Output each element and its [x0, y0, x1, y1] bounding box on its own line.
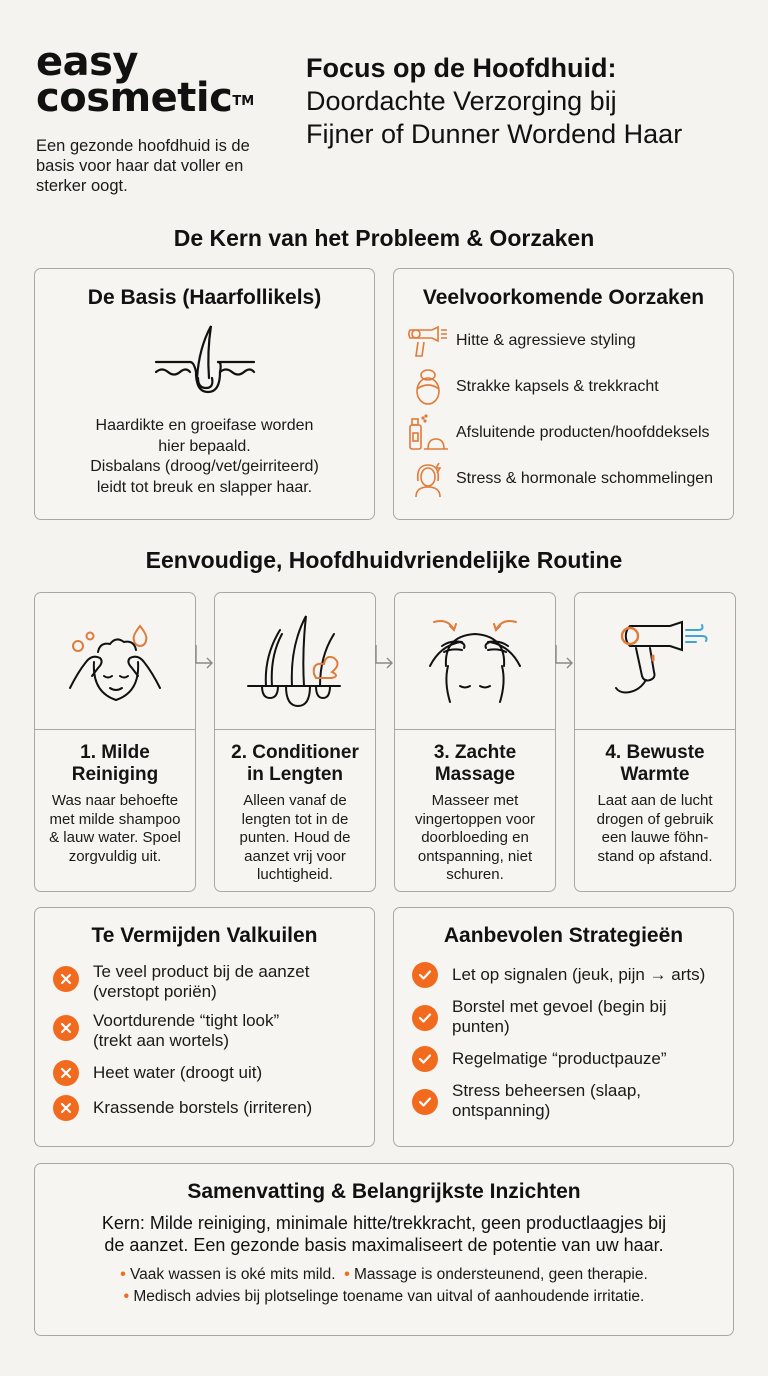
- step-description: [35, 792, 195, 866]
- desc-line: een lauwe föhn-: [601, 829, 709, 846]
- recommend-text: [452, 1081, 641, 1121]
- recommend-text: Regelmatige “productpauze”: [452, 1049, 667, 1068]
- routine-step-4: [574, 592, 736, 892]
- recommend-text: Let op signalen (jeuk, pijn → arts): [452, 965, 706, 984]
- tagline: Een gezonde hoofdhuid is de basis voor haar dat voller en sterker oogt.: [36, 137, 250, 195]
- bullet-dot-icon: •: [344, 1266, 350, 1283]
- step-title-line: 4. Bewuste: [605, 742, 705, 763]
- check-circle-icon: [412, 1046, 438, 1072]
- routine-step-3: [394, 592, 556, 892]
- bullet-dot-icon: •: [120, 1266, 126, 1283]
- summary-core: [35, 1212, 733, 1256]
- basis-card: [34, 268, 375, 520]
- desc-line: & lauw water. Spoel: [49, 829, 181, 846]
- x-circle-icon: [53, 1015, 79, 1041]
- basis-line: leidt tot breuk en slapper haar.: [96, 478, 313, 496]
- desc-line: aanzet vrij voor: [244, 847, 346, 865]
- cause-item: [406, 364, 733, 410]
- recommend-item: [412, 997, 733, 1037]
- spray-and-hat-icon: [406, 413, 450, 453]
- avoid-item: [53, 1011, 374, 1051]
- avoid-item: [53, 962, 374, 1002]
- title-line3: Fijner of Dunner Wordend Haar: [306, 119, 683, 149]
- avoid-text-l1: Te veel product bij de aanzet: [93, 962, 310, 981]
- recommend-text-l2: punten): [452, 1017, 510, 1036]
- check-circle-icon: [412, 962, 438, 988]
- section-heading-problem: De Kern van het Probleem & Oorzaken: [173, 225, 595, 251]
- recommend-title: Aanbevolen Strategieën: [443, 924, 684, 947]
- step-title: [395, 742, 555, 786]
- desc-line: punten. Houd de: [239, 829, 351, 846]
- desc-line: drogen of gebruik: [596, 810, 714, 828]
- step-title-line: 1. Milde: [80, 742, 150, 763]
- check-circle-icon: [412, 1005, 438, 1031]
- summary-core-line: de aanzet. Een gezonde basis maximaliseert de potentie van uw haar.: [104, 1235, 664, 1255]
- brand-logo: [36, 39, 255, 121]
- summary-core-line: Kern: Milde reiniging, minimale hitte/trekkracht, geen productlaagjes bij: [101, 1213, 667, 1233]
- summary-card: [34, 1163, 734, 1336]
- avoid-text: Krassende borstels (irriteren): [93, 1098, 313, 1117]
- title-line2: Doordachte Verzorging bij: [306, 86, 617, 116]
- summary-title: Samenvatting & Belangrijkste Inzichten: [187, 1180, 581, 1203]
- hair-follicle-icon: [35, 316, 374, 406]
- stressed-person-icon: [406, 459, 450, 499]
- cause-label: Afsluitende producten/hoofddeksels: [456, 424, 710, 441]
- causes-card: [393, 268, 734, 520]
- arrow-connector-icon: [554, 645, 576, 685]
- step-title-line: Warmte: [620, 764, 690, 785]
- avoid-text-l2: (trekt aan wortels): [93, 1031, 230, 1050]
- recommend-text-l2: ontspanning): [452, 1101, 551, 1120]
- recommend-card: [393, 907, 734, 1147]
- summary-bullets: [35, 1264, 733, 1308]
- avoid-text-l1: Voortdurende “tight look”: [93, 1011, 280, 1030]
- recommend-text-l1: Stress beheersen (slaap,: [452, 1081, 641, 1100]
- step-title-line: 3. Zachte: [433, 742, 517, 763]
- desc-line: Was naar behoefte: [51, 792, 179, 809]
- conditioner-hair-icon: [215, 593, 375, 730]
- step-title: [575, 742, 735, 786]
- recommend-item: [412, 1081, 733, 1121]
- step-title-line: in Lengten: [246, 764, 344, 785]
- tight-bun-head-icon: [406, 367, 450, 407]
- hair-dryer-icon: [575, 593, 735, 730]
- recommend-item: [412, 1046, 733, 1072]
- cause-item: [406, 456, 733, 502]
- bullet-dot-icon: •: [123, 1288, 130, 1305]
- x-circle-icon: [53, 966, 79, 992]
- title-bold: Focus op de Hoofdhuid:: [306, 53, 617, 83]
- arrow-connector-icon: [374, 645, 396, 685]
- section-heading-routine: Eenvoudige, Hoofdhuidvriendelijke Routine: [145, 547, 623, 573]
- desc-line: Masseer met: [431, 792, 519, 809]
- desc-line: ontspanning, niet: [417, 847, 533, 865]
- avoid-text: [93, 1011, 279, 1051]
- step-title-line: 2. Conditioner: [231, 742, 359, 763]
- avoid-item: [53, 1095, 374, 1121]
- desc-line: zorgvuldig uit.: [68, 847, 162, 865]
- brand-line2: cosmetic: [36, 75, 233, 121]
- arrow-connector-icon: [194, 645, 216, 685]
- cause-label: Strakke kapsels & trekkracht: [456, 378, 659, 395]
- desc-line: lengten tot in de: [241, 810, 349, 828]
- basis-description: [35, 416, 374, 498]
- recommend-item: [412, 962, 733, 988]
- desc-line: doorbloeding en: [421, 829, 529, 846]
- x-circle-icon: [53, 1095, 79, 1121]
- routine-step-1: [34, 592, 196, 892]
- basis-line: Disbalans (droog/vet/geirriteerd): [90, 458, 319, 475]
- recommend-text: [452, 997, 667, 1037]
- step-description: [575, 792, 735, 866]
- summary-bullet: Medisch advies bij plotselinge toename van uitval of aanhoudende irritatie.: [133, 1288, 645, 1305]
- desc-line: met milde shampoo: [49, 810, 181, 828]
- step-description: [395, 792, 555, 885]
- basis-line: Haardikte en groeifase worden: [95, 417, 314, 434]
- recommend-text-l1: Borstel met gevoel (begin bij: [452, 997, 667, 1016]
- step-title: [35, 742, 195, 786]
- hair-dryer-icon: [406, 321, 450, 361]
- avoid-text-l2: (verstopt poriën): [93, 982, 217, 1001]
- trademark-symbol: TM: [232, 94, 255, 109]
- scalp-massage-icon: [395, 593, 555, 730]
- cause-label: Stress & hormonale schommelingen: [456, 470, 714, 487]
- desc-line: stand op afstand.: [597, 847, 713, 865]
- avoid-text: [93, 962, 309, 1002]
- step-title: [215, 742, 375, 786]
- basis-line: hier bepaald.: [158, 437, 251, 455]
- desc-line: luchtigheid.: [257, 866, 333, 883]
- x-circle-icon: [53, 1060, 79, 1086]
- cause-item: [406, 410, 733, 456]
- causes-title: Veelvoorkomende Oorzaken: [422, 286, 705, 309]
- avoid-item: [53, 1060, 374, 1086]
- check-circle-icon: [412, 1089, 438, 1115]
- avoid-text: Heet water (droogt uit): [93, 1063, 263, 1082]
- summary-bullet: Massage is ondersteunend, geen therapie.: [353, 1266, 648, 1283]
- brand-line1: easy: [36, 39, 139, 85]
- washing-hair-icon: [35, 593, 195, 730]
- desc-line: vingertoppen voor: [414, 810, 536, 828]
- cause-item: [406, 318, 733, 364]
- step-title-line: Reiniging: [71, 764, 159, 785]
- routine-step-2: [214, 592, 376, 892]
- cause-label: Hitte & agressieve styling: [456, 332, 636, 349]
- step-title-line: Massage: [434, 764, 516, 785]
- summary-bullet: Vaak wassen is oké mits mild.: [129, 1266, 336, 1283]
- page-title: [306, 52, 746, 151]
- avoid-card: [34, 907, 375, 1147]
- desc-line: Alleen vanaf de: [243, 792, 347, 809]
- desc-line: schuren.: [446, 866, 504, 883]
- avoid-title: Te Vermijden Valkuilen: [91, 924, 318, 947]
- basis-title: De Basis (Haarfollikels): [87, 286, 322, 309]
- step-description: [215, 792, 375, 885]
- desc-line: Laat aan de lucht: [597, 792, 713, 809]
